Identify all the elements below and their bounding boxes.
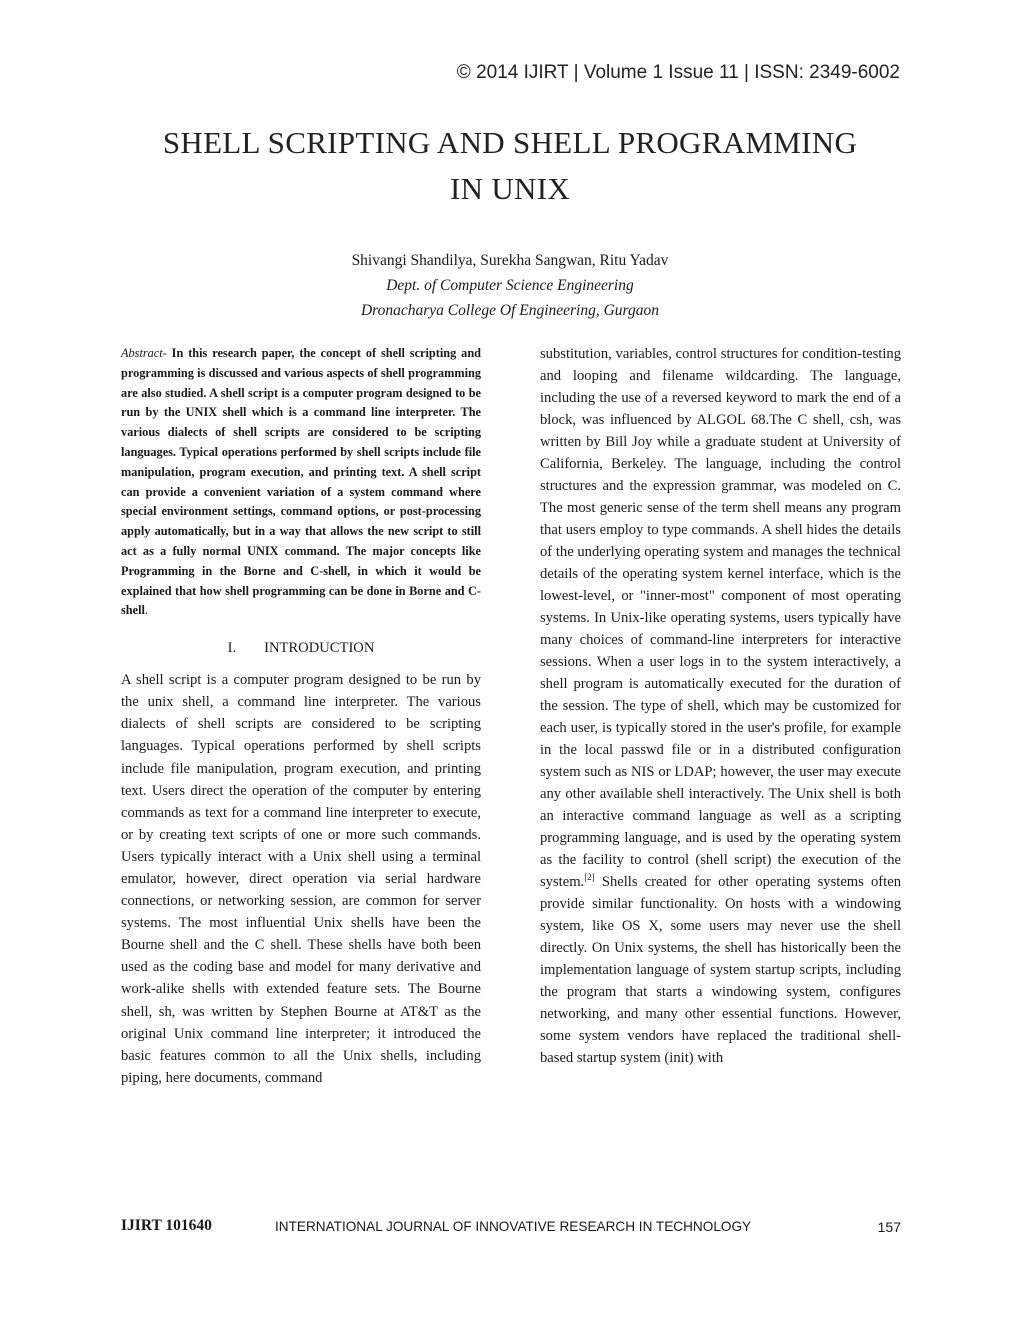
left-column xyxy=(121,344,481,1089)
author-affiliation: Dronacharya College Of Engineering, Gurgaon xyxy=(360,302,660,319)
paper-title xyxy=(0,120,1020,212)
paper-title-line-1: SHELL SCRIPTING AND SHELL PROGRAMMING xyxy=(162,125,858,160)
abstract-label: Abstract- xyxy=(121,346,167,360)
footer-journal-name: INTERNATIONAL JOURNAL OF INNOVATIVE RESEARCH IN TECHNOLOGY xyxy=(275,1219,752,1234)
paper-title-line-2: IN UNIX xyxy=(449,171,571,206)
footer-page-number: 157 xyxy=(877,1219,901,1235)
right-column-text-2: Shells created for other operating systems often provide similar functionality. On hosts with a windowing system, like OS X, some users may never use the shell directly. On Unix systems, the shell has historically been the implementation language of system startup scripts, including the program that starts a windowing system, configures networking, and many other essential functions. However, some system vendors have replaced the traditional shell-based startup system (init) with xyxy=(540,874,901,1066)
author-names: Shivangi Shandilya, Surekha Sangwan, Ritu Yadav xyxy=(351,252,669,269)
abstract xyxy=(121,344,481,621)
page-footer xyxy=(121,1217,901,1241)
journal-header: © 2014 IJIRT | Volume 1 Issue 11 | ISSN: 2349-6002 xyxy=(456,62,900,83)
introduction-paragraph: A shell script is a computer program designed to be run by the unix shell, a command line interpreter. The various dialects of shell scripts are considered to be scripting languages. Typical operations performed by shell scripts include file manipulation, program execution, and printing text. Users direct the operation of the computer by entering commands as text for a command line interpreter to execute, or by creating text scripts of one or more such commands. Users typically interact with a Unix shell using a terminal emulator, however, direct operation via serial hardware connections, or networking session, are common for server systems. The most influential Unix shells have been the Bourne shell and the C shell. These shells have both been used as the coding base and model for many derivative and work-alike shells with extended feature sets. The Bourne shell, sh, was written by Stephen Bourne at AT&T as the original Unix command line interpreter; it introduced the basic features common to all the Unix shells, including piping, here documents, command xyxy=(121,672,481,1086)
author-department: Dept. of Computer Science Engineering xyxy=(386,277,634,294)
section-number: I. xyxy=(227,640,237,657)
abstract-end: . xyxy=(144,603,148,618)
abstract-text: In this research paper, the concept of shell scripting and programming is discussed and various aspects of shell programming are also studied. A shell script is a computer program designed to be run by the UNIX shell which is a command line interpreter. The various dialects of shell scripts are considered to be scripting languages. Typical operations performed by shell scripts include file manipulation, program execution, and printing text. A shell script can provide a convenient variation of a system command where special environment settings, command options, or post-processing apply automatically, but in a way that allows the new script to still act as a fully normal UNIX command. The major concepts like Programming in the Borne and C-shell, in which it would be explained that how shell programming can be done in Borne and C-shell xyxy=(121,346,481,618)
footer-paper-id: IJIRT 101640 xyxy=(121,1217,212,1234)
author-block xyxy=(0,248,1020,323)
right-column xyxy=(540,343,901,1069)
citation-reference: [2] xyxy=(584,872,595,883)
section-heading-introduction xyxy=(121,640,481,657)
section-title: INTRODUCTION xyxy=(264,640,375,657)
right-column-text-1: substitution, variables, control structures for condition-testing and looping and filename wildcarding. The language, including the use of a reversed keyword to mark the end of a block, was influenced by ALGOL 68.The C shell, csh, was written by Bill Joy while a graduate student at University of California, Berkeley. The language, including the control structures and the expression grammar, was modeled on C. The most generic sense of the term shell means any program that users employ to type commands. A shell hides the details of the underlying operating system and manages the technical details of the operating system kernel interface, which is the lowest-level, or "inner-most" component of most operating systems. In Unix-like operating systems, users typically have many choices of command-line interpreters for interactive sessions. When a user logs in to the system interactively, a shell program is automatically executed for the duration of the session. The type of shell, which may be customized for each user, is typically stored in the user's profile, for example in the local passwd file or in a distributed configuration system such as NIS or LDAP; however, the user may execute any other available shell interactively. The Unix shell is both an interactive command language as well as a scripting programming language, and is used by the operating system as the facility to control (shell script) the execution of the system. xyxy=(540,346,901,890)
